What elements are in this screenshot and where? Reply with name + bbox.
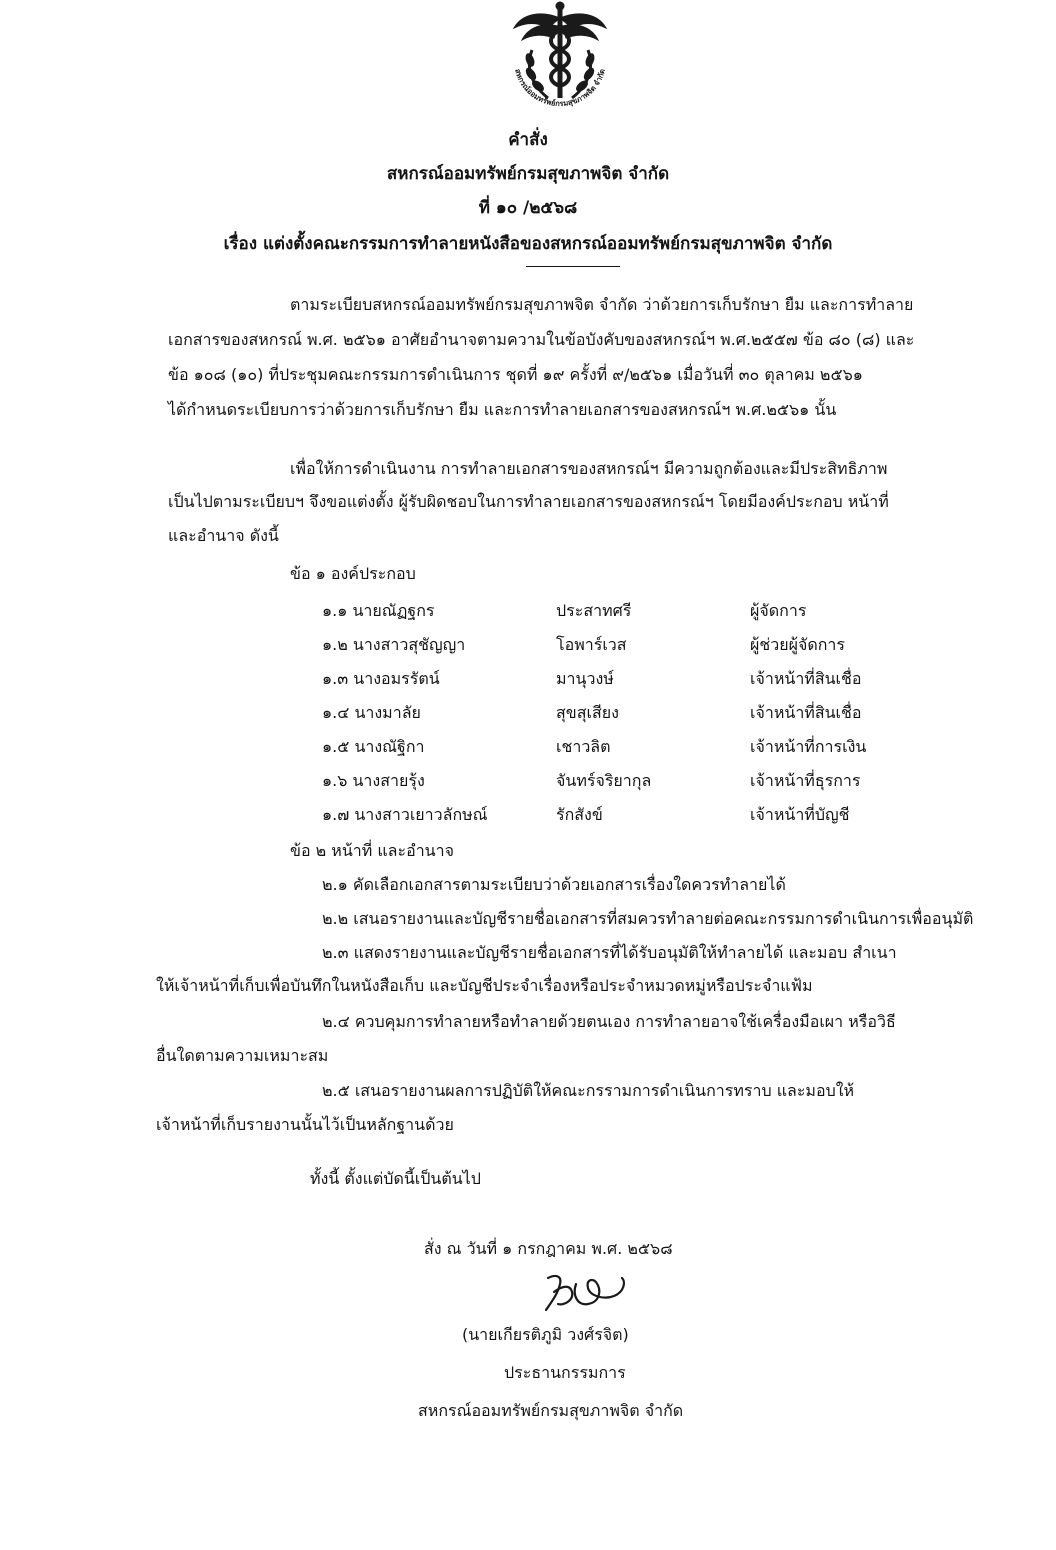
member-surname: เชาวลิต <box>556 737 611 756</box>
duty-item-continuation: อื่นใดตามความเหมาะสม <box>156 1046 329 1065</box>
duty-item: ๒.๔ ควบคุมการทำลายหรือทำลายด้วยตนเอง การทำลายอาจใช้เครื่องมือเผา หรือวิธี <box>322 1012 896 1031</box>
title-divider <box>526 266 620 267</box>
duty-item-continuation: เจ้าหน้าที่เก็บรายงานนั้นไว้เป็นหลักฐานด้วย <box>156 1115 454 1134</box>
signatory-organization: สหกรณ์ออมทรัพย์กรมสุขภาพจิต จำกัด <box>418 1401 684 1420</box>
organization-name: สหกรณ์ออมทรัพย์กรมสุขภาพจิต จำกัด <box>386 164 670 184</box>
member-surname: มานุวงษ์ <box>556 669 614 688</box>
duty-item: ๒.๑ คัดเลือกเอกสารตามระเบียบว่าด้วยเอกสารเรื่องใดควรทำลายได้ <box>322 875 786 894</box>
member-position: เจ้าหน้าที่สินเชื่อ <box>750 703 862 722</box>
member-position: ผู้ช่วยผู้จัดการ <box>750 635 845 654</box>
document-type-title: คำสั่ง <box>508 130 548 150</box>
signatory-title: ประธานกรรมการ <box>504 1363 626 1382</box>
member-name: ๑.๗ นางสาวเยาวลักษณ์ <box>322 805 488 824</box>
closing-statement: ทั้งนี้ ตั้งแต่บัดนี้เป็นต้นไป <box>310 1169 481 1188</box>
cooperative-emblem-logo <box>500 0 620 120</box>
logo-ring-text: สหกรณ์ออมทรัพย์กรมสุขภาพจิต จำกัด <box>513 67 607 109</box>
member-name: ๑.๔ นางมาลัย <box>322 703 421 722</box>
member-surname: จันทร์จริยากุล <box>556 771 652 790</box>
paragraph2-line: และอำนาจ ดังนี้ <box>168 526 279 545</box>
member-name: ๑.๖ นางสายรุ้ง <box>322 771 425 790</box>
member-name: ๑.๕ นางณัฐิกา <box>322 737 425 756</box>
member-name: ๑.๒ นางสาวสุชัญญา <box>322 635 466 654</box>
duty-item: ๒.๒ เสนอรายงานและบัญชีรายชื่อเอกสารที่สมควรทำลายต่อคณะกรรมการดำเนินการเพื่ออนุมัติ <box>322 909 974 928</box>
signatory-name: (นายเกียรติภูมิ วงศ์รจิต) <box>462 1325 629 1344</box>
member-name: ๑.๑ นายณัฏฐกร <box>322 601 435 620</box>
member-position: เจ้าหน้าที่สินเชื่อ <box>750 669 862 688</box>
member-surname: สุขสุเสียง <box>556 703 619 722</box>
member-position: เจ้าหน้าที่ธุรการ <box>750 771 861 790</box>
paragraph1-line: ได้กำหนดระเบียบการว่าด้วยการเก็บรักษา ยืม และการทำลายเอกสารของสหกรณ์ฯ พ.ศ.๒๕๖๑ นั้น <box>168 400 837 419</box>
section1-heading: ข้อ ๑ องค์ประกอบ <box>290 564 416 583</box>
signed-date: สั่ง ณ วันที่ ๑ กรกฎาคม พ.ศ. ๒๕๖๘ <box>424 1239 673 1258</box>
paragraph1-line: เอกสารของสหกรณ์ พ.ศ. ๒๕๖๑ อาศัยอำนาจตามความในข้อบังคับของสหกรณ์ฯ พ.ศ.๒๕๕๗ ข้อ ๘๐ (๘) และ <box>168 330 915 349</box>
paragraph2-line: เป็นไปตามระเบียบฯ จึงขอแต่งตั้ง ผู้รับผิดชอบในการทำลายเอกสารของสหกรณ์ฯ โดยมีองค์ประกอบ หน้าที่ <box>168 492 889 511</box>
member-surname: รักสังข์ <box>556 805 603 824</box>
member-position: เจ้าหน้าที่บัญชี <box>750 805 850 824</box>
duty-item-continuation: ให้เจ้าหน้าที่เก็บเพื่อบันทึกในหนังสือเก็บ และบัญชีประจำเรื่องหรือประจำหมวดหมู่หรือประจำแฟ้ม <box>156 976 813 995</box>
paragraph2-line: เพื่อให้การดำเนินงาน การทำลายเอกสารของสหกรณ์ฯ มีความถูกต้องและมีประสิทธิภาพ <box>290 459 888 478</box>
duty-item: ๒.๓ แสดงรายงานและบัญชีรายชื่อเอกสารที่ได้รับอนุมัติให้ทำลายได้ และมอบ สำเนา <box>322 943 897 962</box>
section2-heading: ข้อ ๒ หน้าที่ และอำนาจ <box>290 841 454 860</box>
paragraph1-line: ข้อ ๑๐๘ (๑๐) ที่ประชุมคณะกรรมการดำเนินการ ชุดที่ ๑๙ ครั้งที่ ๙/๒๕๖๑ เมื่อวันที่ ๓๐ ตุลาคม ๒๕๖๑ <box>168 365 863 384</box>
duty-item: ๒.๕ เสนอรายงานผลการปฏิบัติให้คณะกรรามการดำเนินการทราบ และมอบให้ <box>322 1081 855 1100</box>
member-name: ๑.๓ นางอมรรัตน์ <box>322 669 440 688</box>
member-surname: ประสาทศรี <box>556 601 632 620</box>
member-position: ผู้จัดการ <box>750 601 807 620</box>
order-number: ที่ ๑๐ /๒๕๖๘ <box>478 198 578 218</box>
order-subject: เรื่อง แต่งตั้งคณะกรรมการทำลายหนังสือของสหกรณ์ออมทรัพย์กรมสุขภาพจิต จำกัด <box>223 234 833 254</box>
paragraph1-line: ตามระเบียบสหกรณ์ออมทรัพย์กรมสุขภาพจิต จำกัด ว่าด้วยการเก็บรักษา ยืม และการทำลาย <box>290 295 914 314</box>
member-position: เจ้าหน้าที่การเงิน <box>750 737 867 756</box>
member-surname: โอพาร์เวส <box>556 635 627 654</box>
handwritten-signature <box>542 1270 632 1316</box>
